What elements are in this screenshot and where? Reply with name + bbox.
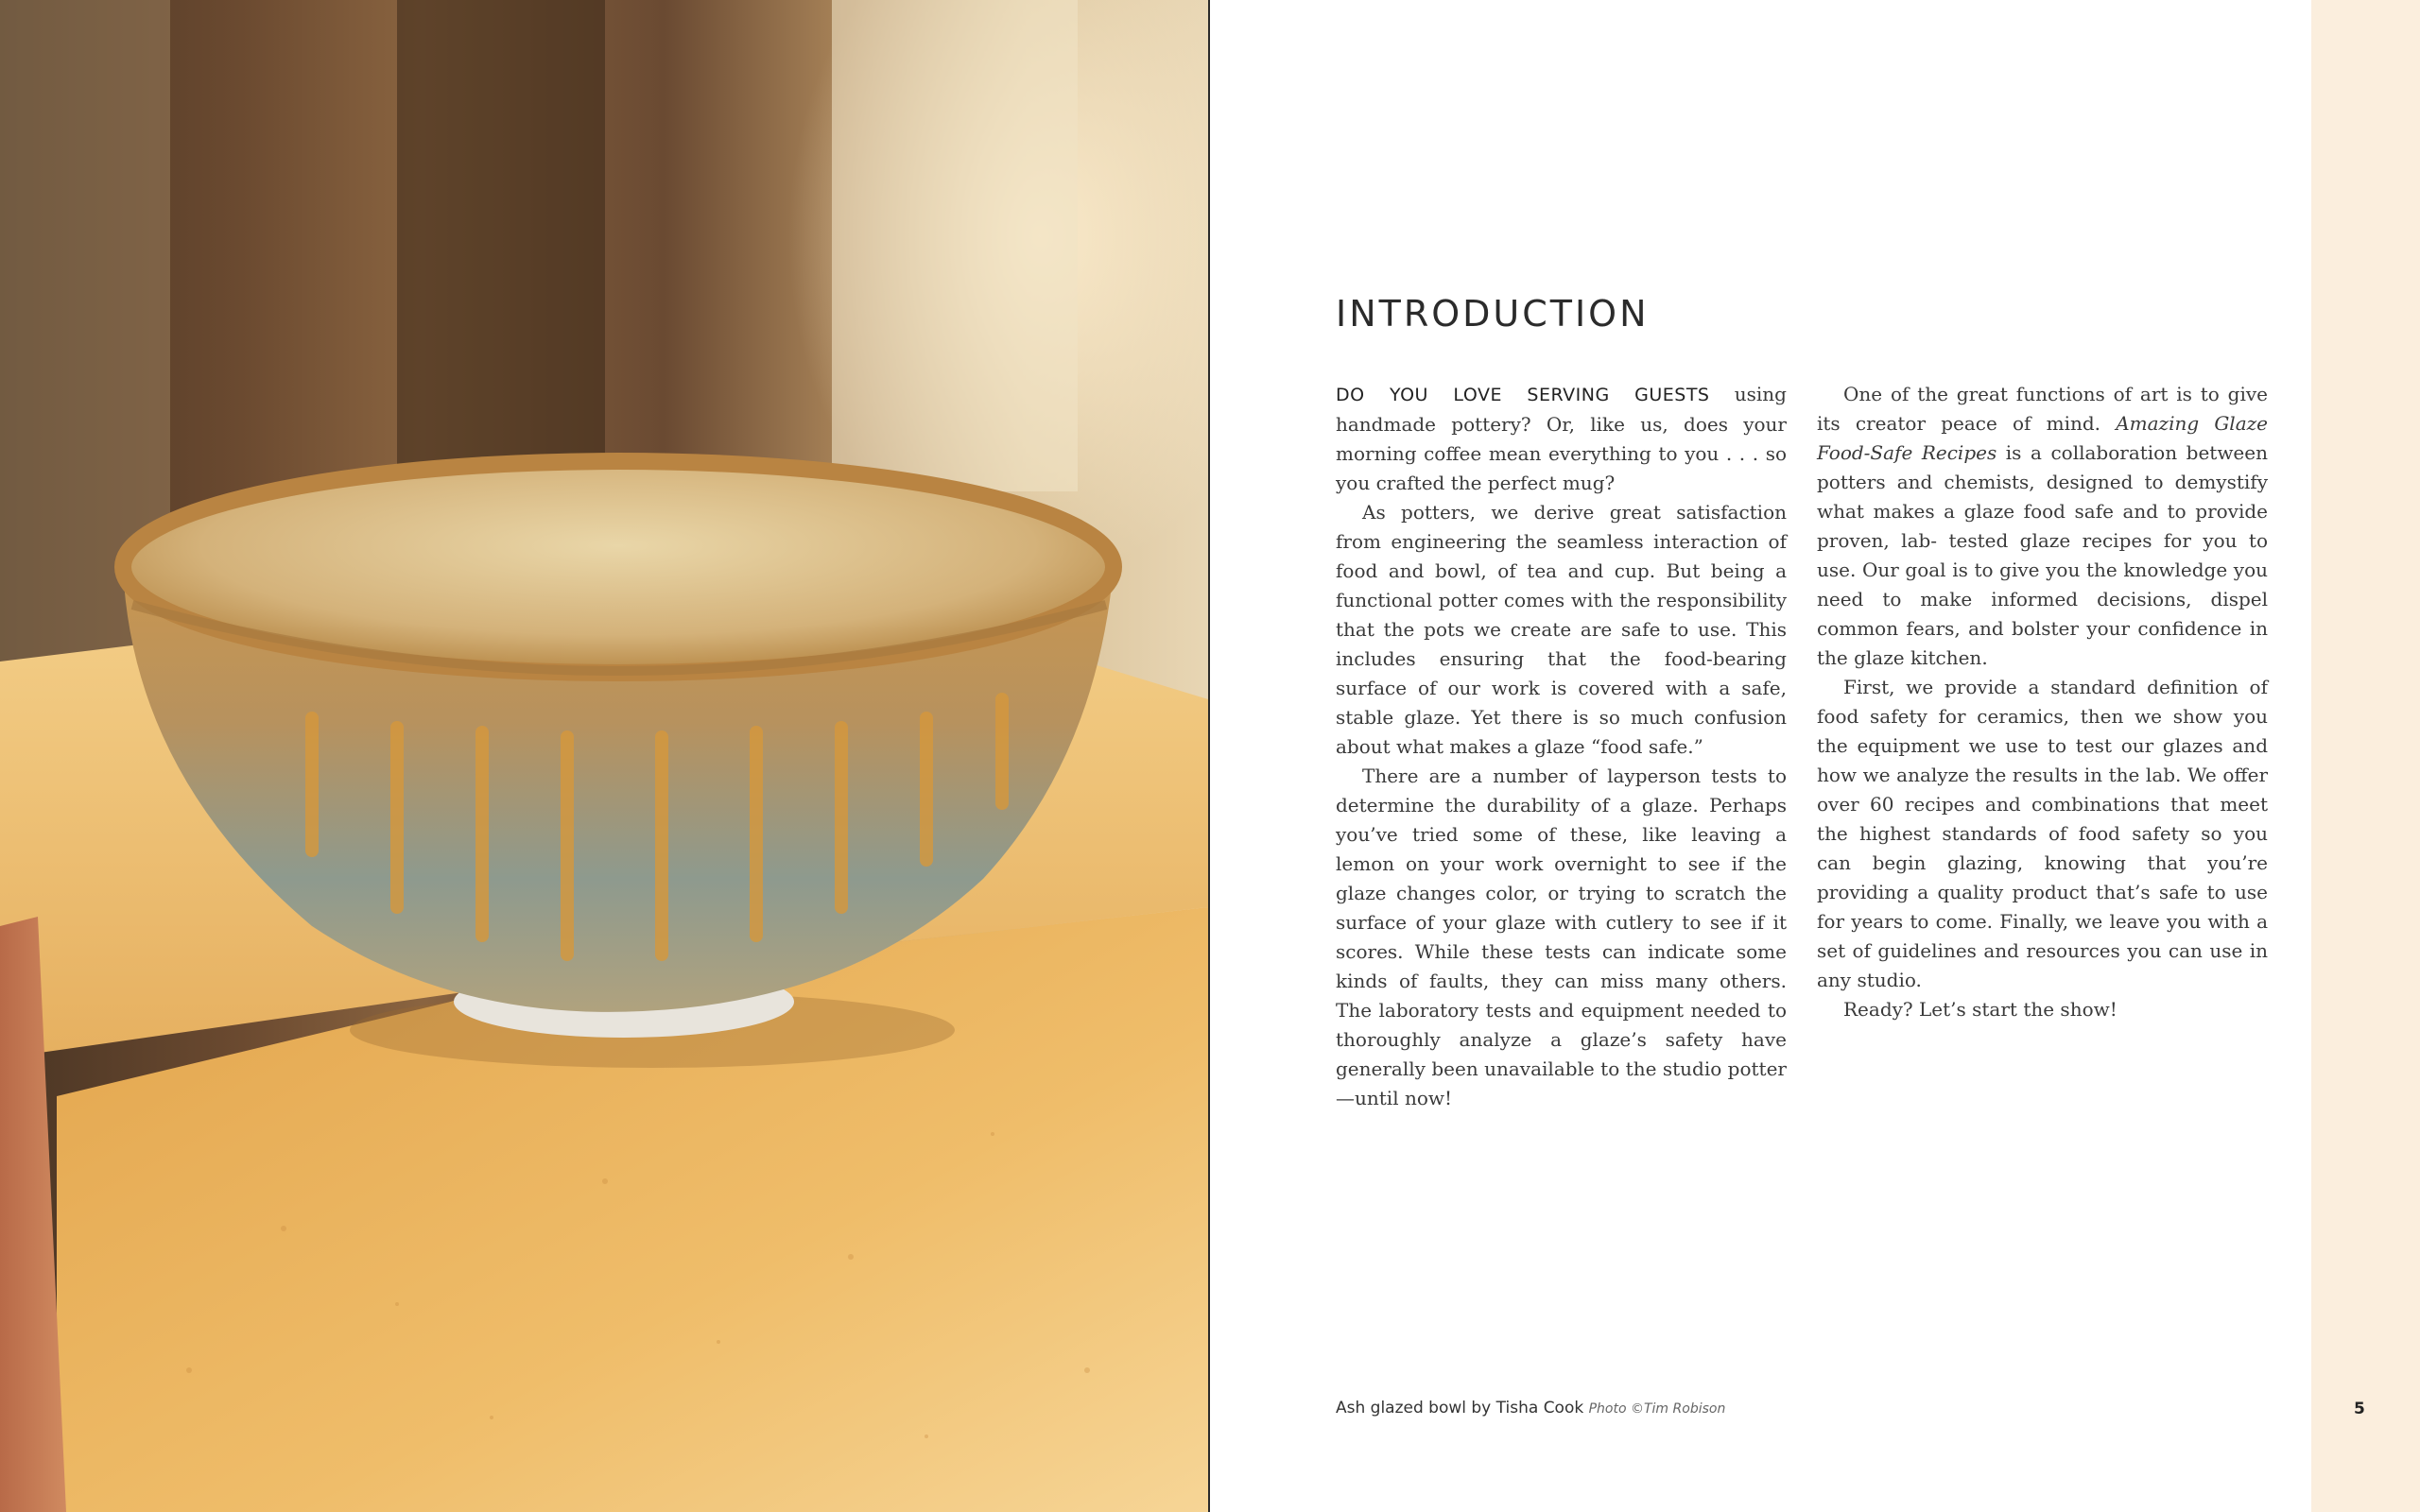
paragraph-text: using handmade pottery? Or, like us, does your morning coffee mean everything to you . . . so you crafted the perfect mug? <box>1336 383 1787 494</box>
bowl-photograph <box>0 0 1208 1512</box>
paragraph: Ready? Let’s start the show! <box>1843 998 2118 1021</box>
text-column-right <box>1817 380 2268 1024</box>
page-edge-strip <box>2311 0 2420 1512</box>
caption-text: Ash glazed bowl by Tisha Cook <box>1336 1399 1589 1418</box>
paragraph <box>1817 380 2268 673</box>
paragraph-text: is a collaboration between potters and chemists, designed to demystify what makes a glaze food safe and to provide proven, lab- tested glaze recipes for you to use. Our goal is to give you the knowledge you need to make informed decisions, dispel common fears, and bolster your confidence in the glaze kitchen. <box>1817 441 2268 669</box>
photo-credit: Photo ©Tim Robison <box>1588 1401 1726 1417</box>
bowl-photo-illustration <box>0 0 1208 1512</box>
photo-caption <box>1336 1399 1725 1418</box>
book-title: Amazing Glaze Food-Safe Recipes <box>1817 412 2268 464</box>
paragraph: First, we provide a standard definition of food safety for ceramics, then we show you the equipment we use to test our glazes and how we analyze the results in the lab. We offer over 60 recipes and combinations that meet the highest standards of food safety so you can begin glazing, knowing that you’re providing a quality product that’s safe to use for years to come. Finally, we leave you with a set of guidelines and resources you can use in any studio. <box>1817 676 2268 991</box>
paragraph <box>1336 380 1787 498</box>
text-column-left <box>1336 380 1787 1113</box>
page-number: 5 <box>2354 1400 2365 1418</box>
lead-in: DO YOU LOVE SERVING GUESTS <box>1336 385 1710 405</box>
paragraph: There are a number of layperson tests to determine the durability of a glaze. Perhaps you’ve tried some of these, like leaving a lemon on your work overnight to see if the glaze changes color, or trying to scratch the surface of your glaze with cutlery to see if it scores. While these tests can indicate some kinds of faults, they can miss many others. The laboratory tests and equipment needed to thoroughly analyze a glaze’s safety have generally been unavailable to the studio potter—until now! <box>1336 765 1787 1109</box>
paragraph-text: One of the great functions of art is to give its creator peace of mind. <box>1817 383 2268 435</box>
paragraph: As potters, we derive great satisfaction from engineering the seamless interaction of food and bowl, of tea and cup. But being a functional potter comes with the responsibility that the pots we create are safe to use. This includes ensuring that the food-bearing surface of our work is covered with a safe, stable glaze. Yet there is so much confusion about what makes a glaze “food safe.” <box>1336 501 1787 758</box>
chapter-title: INTRODUCTION <box>1336 293 1650 335</box>
